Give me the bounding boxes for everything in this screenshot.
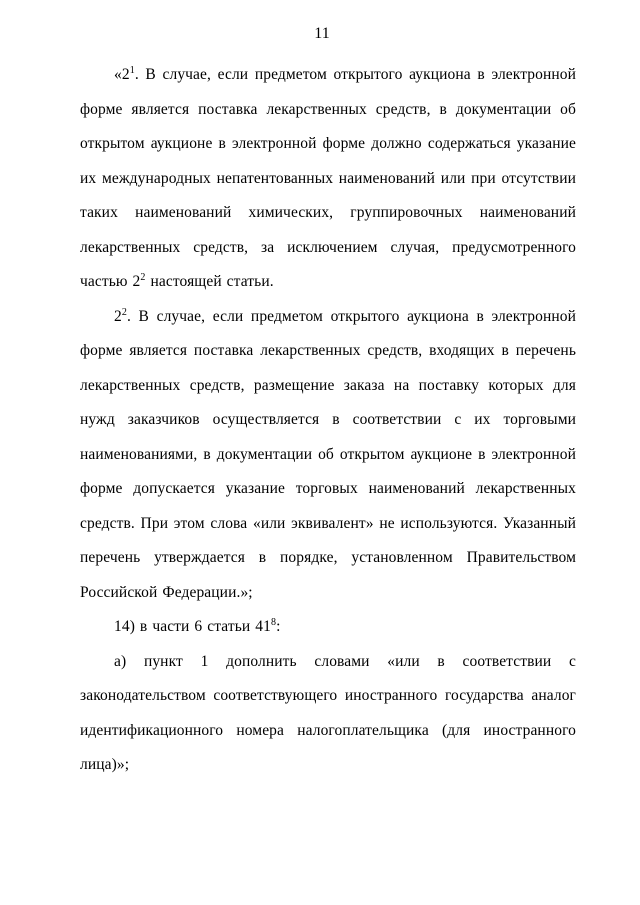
- superscript: 2: [121, 306, 127, 318]
- superscript: 8: [271, 616, 277, 628]
- superscript: 1: [129, 64, 135, 76]
- superscript: 2: [140, 271, 146, 283]
- paragraph: «$2^1$. В случае, если предметом открытого аукциона в электронной форме является поставка лекарственных средств, в документации об открытом аукционе в электронной форме должно содержаться указание их международных непатентованных наименований или при отсутствии таких наименований химических, группировочных наименований лекарственных средств, за исключением случая, предусмотренного частью $2^2$ настоящей статьи.: [80, 64, 576, 290]
- paragraph: а) пункт 1 дополнить словами «или в соответствии с законодательством соответствующего иностранного государства аналог идентификационного номера налогоплательщика (для иностранного лица)»;: [80, 652, 576, 773]
- document-body: [80, 58, 576, 783]
- paragraph: 14) в части 6 статьи $41^8$:: [114, 616, 281, 635]
- page-number: 11: [314, 25, 330, 42]
- paragraph: $2^2$. В случае, если предметом открытого аукциона в электронной форме является поставка лекарственных средств, входящих в перечень лекарственных средств, размещение заказа на поставку которых для нужд заказчиков осуществляется в соответствии с их торговыми наименованиями, в документации об открытом аукционе в электронной форме допускается указание торговых наименований лекарственных средств. При этом слова «или эквивалент» не используются. Указанный перечень утверждается в порядке, установленном Правительством Российской Федерации.»;: [80, 306, 576, 601]
